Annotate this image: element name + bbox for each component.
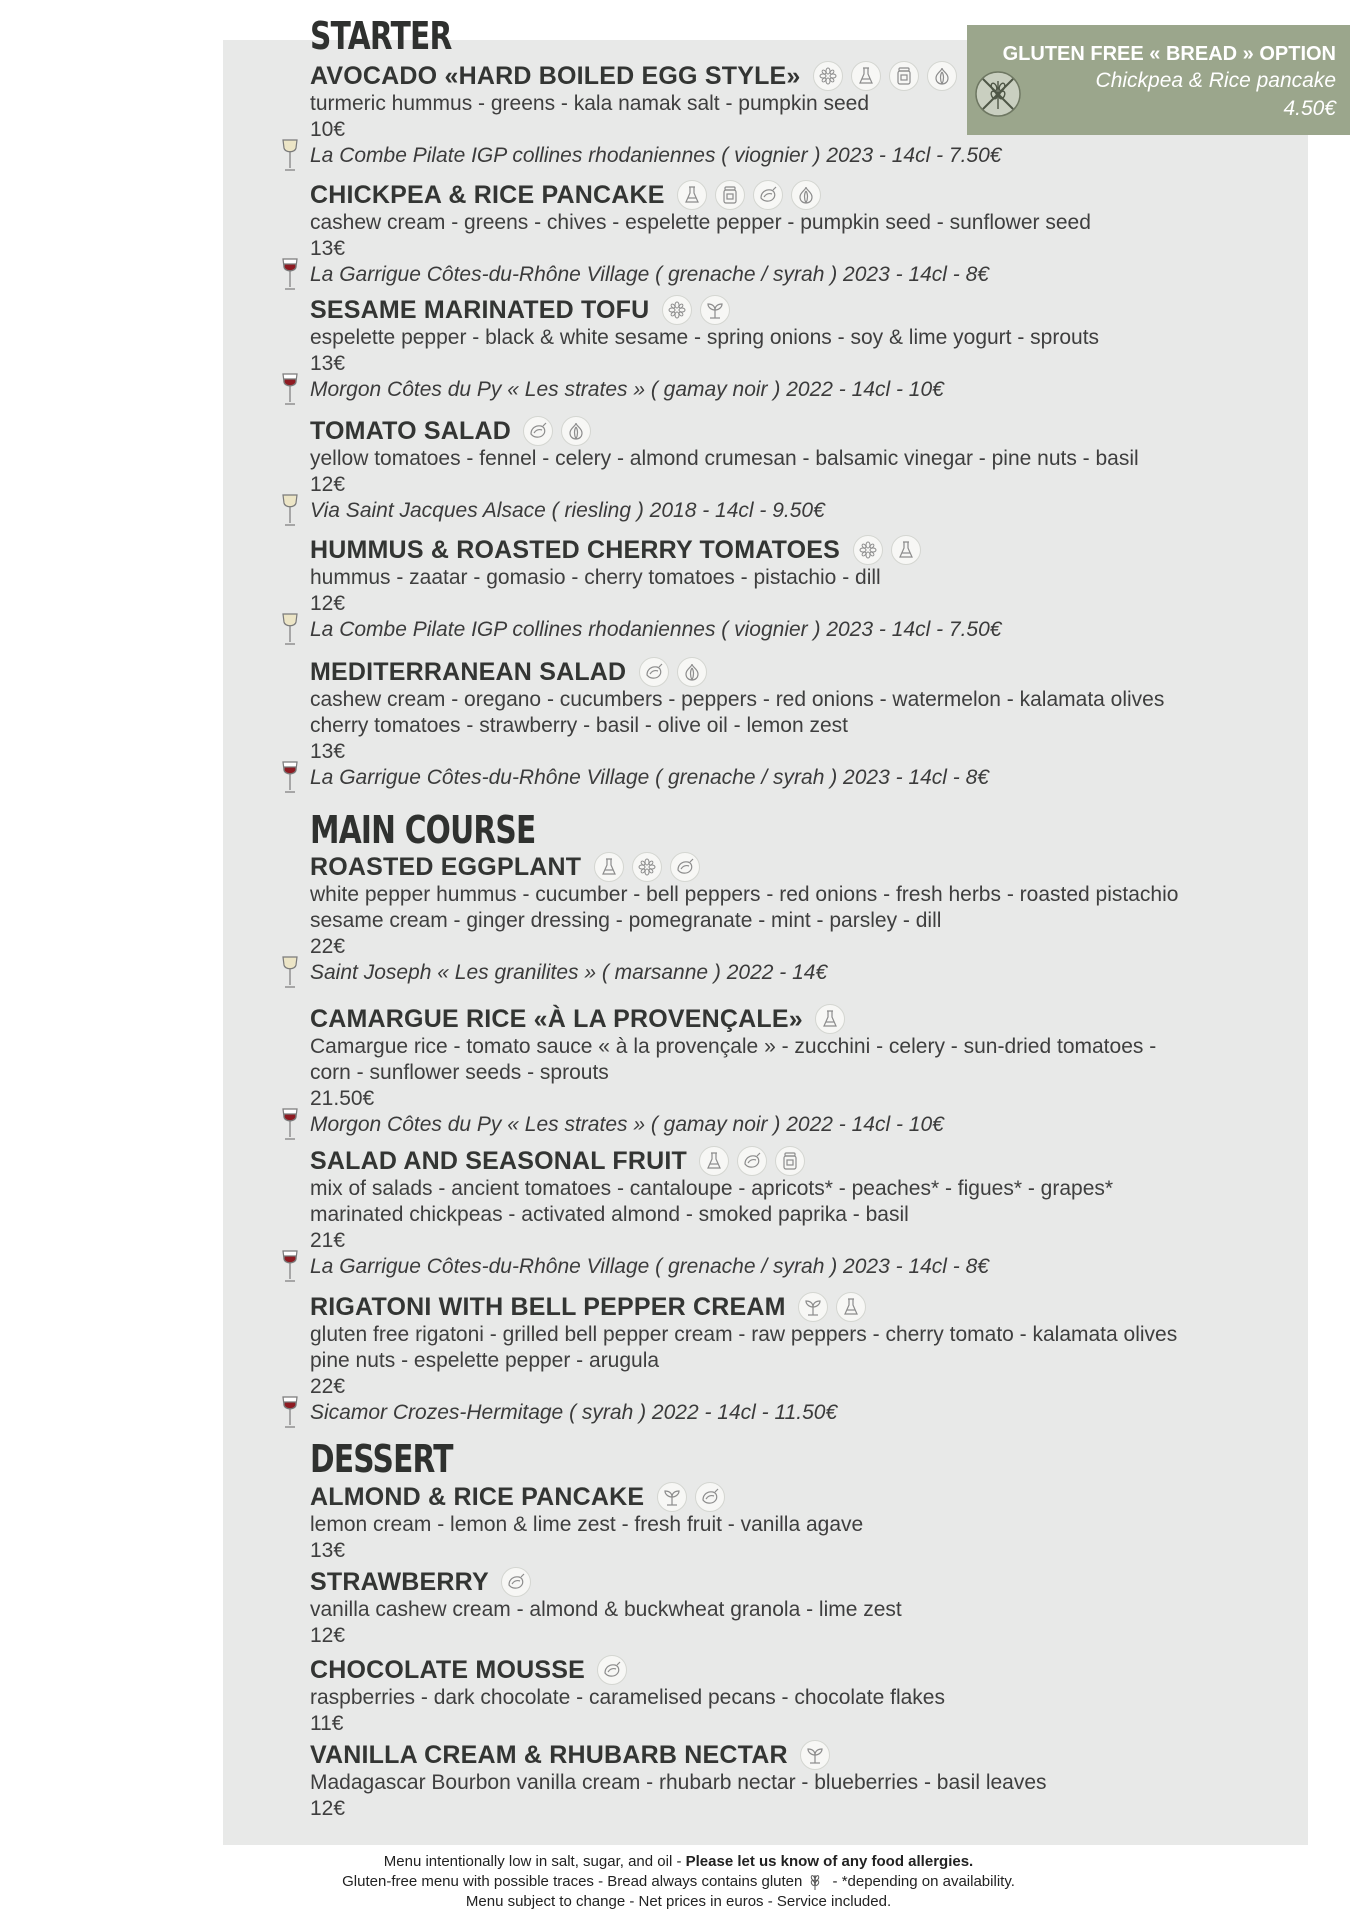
menu-item [310, 535, 1270, 643]
gluten-free-subtitle: Chickpea & Rice pancake [1095, 69, 1336, 92]
menu-item [310, 1567, 1270, 1648]
dish-name: CAMARGUE RICE «À LA PROVENÇALE» [310, 1005, 803, 1033]
footer-line-3: Menu subject to change - Net prices in euros - Service included. [465, 1893, 892, 1910]
wine-pairing: Morgon Côtes du Py « Les strates » ( gamay noir ) 2022 - 14cl - 10€ [310, 376, 1270, 403]
nut-icon [670, 852, 700, 882]
section-title-starter: STARTER [310, 14, 452, 58]
dish-description: vanilla cashew cream - almond & buckwheat granola - lime zest [310, 1598, 902, 1621]
wine-pairing: La Garrigue Côtes-du-Rhône Village ( grenache / syrah ) 2023 - 14cl - 8€ [310, 261, 1270, 288]
flask-icon [891, 535, 921, 565]
dish-description: yellow tomatoes - fennel - celery - almond crumesan - balsamic vinegar - pine nuts - basil [310, 447, 1139, 470]
dish-name: SESAME MARINATED TOFU [310, 296, 650, 324]
dish-price: 12€ [310, 1797, 346, 1820]
dish-price: 13€ [310, 352, 346, 375]
dish-price: 12€ [310, 473, 346, 496]
wine-pairing: La Garrigue Côtes-du-Rhône Village ( grenache / syrah ) 2023 - 14cl - 8€ [310, 1253, 1270, 1280]
flask-icon [836, 1292, 866, 1322]
dish-name: TOMATO SALAD [310, 417, 512, 445]
jar-icon [889, 61, 919, 91]
dish-description-line2: marinated chickpeas - activated almond - smoked paprika - basil [310, 1203, 909, 1226]
nut-icon [597, 1655, 627, 1685]
dish-description: Madagascar Bourbon vanilla cream - rhubarb nectar - blueberries - basil leaves [310, 1771, 1047, 1794]
wine-pairing: Morgon Côtes du Py « Les strates » ( gamay noir ) 2022 - 14cl - 10€ [310, 1111, 1270, 1138]
sprout-icon [798, 1292, 828, 1322]
red-wine-glass-icon [280, 1107, 300, 1143]
garlic-icon [791, 180, 821, 210]
menu-item [310, 416, 1270, 524]
nut-icon [753, 180, 783, 210]
dish-description: gluten free rigatoni - grilled bell pepper cream - raw peppers - cherry tomato - kalamata olives [310, 1323, 1178, 1346]
dish-description: white pepper hummus - cucumber - bell peppers - red onions - fresh herbs - roasted pistachio [310, 883, 1179, 906]
nut-icon [639, 657, 669, 687]
dish-price: 21€ [310, 1229, 346, 1252]
dish-name: VANILLA CREAM & RHUBARB NECTAR [310, 1741, 788, 1769]
white-wine-glass-icon [280, 138, 300, 174]
dish-price: 10€ [310, 118, 346, 141]
flask-icon [815, 1004, 845, 1034]
sesame-icon [632, 852, 662, 882]
dish-description-line2: corn - sunflower seeds - sprouts [310, 1061, 609, 1084]
dish-name: AVOCADO «HARD BOILED EGG STYLE» [310, 62, 801, 90]
menu-item [310, 1655, 1270, 1736]
jar-icon [715, 180, 745, 210]
red-wine-glass-icon [280, 760, 300, 796]
dish-description-line2: cherry tomatoes - strawberry - basil - olive oil - lemon zest [310, 714, 848, 737]
dish-price: 12€ [310, 592, 346, 615]
white-wine-glass-icon [280, 955, 300, 991]
sesame-icon [813, 61, 843, 91]
dish-description: turmeric hummus - greens - kala namak salt - pumpkin seed [310, 92, 870, 115]
red-wine-glass-icon [280, 1395, 300, 1431]
dish-description: mix of salads - ancient tomatoes - cantaloupe - apricots* - peaches* - figues* - grapes* [310, 1177, 1114, 1200]
nut-icon [501, 1567, 531, 1597]
menu-item [310, 1740, 1270, 1821]
dish-name: HUMMUS & ROASTED CHERRY TOMATOES [310, 536, 841, 564]
dish-name: ROASTED EGGPLANT [310, 853, 582, 881]
sesame-icon [662, 295, 692, 325]
flask-icon [699, 1146, 729, 1176]
garlic-icon [927, 61, 957, 91]
menu-item [310, 1004, 1270, 1138]
dish-name: MEDITERRANEAN SALAD [310, 658, 627, 686]
dish-description: Camargue rice - tomato sauce « à la provençale » - zucchini - celery - sun-dried tomatoes - [310, 1035, 1157, 1058]
flask-icon [851, 61, 881, 91]
dish-name: CHICKPEA & RICE PANCAKE [310, 181, 665, 209]
allergy-notice: Please let us know of any food allergies. [685, 1853, 974, 1870]
sprout-icon [800, 1740, 830, 1770]
dish-description: espelette pepper - black & white sesame - spring onions - soy & lime yogurt - sprouts [310, 326, 1100, 349]
section-title-dessert: DESSERT [310, 1437, 453, 1481]
gluten-free-price: 4.50€ [1283, 97, 1336, 120]
wine-pairing: Sicamor Crozes-Hermitage ( syrah ) 2022 - 14cl - 11.50€ [310, 1399, 1270, 1426]
dish-price: 13€ [310, 1539, 346, 1562]
garlic-icon [677, 657, 707, 687]
menu-item [310, 295, 1270, 403]
wine-pairing: La Combe Pilate IGP collines rhodaniennes ( viognier ) 2023 - 14cl - 7.50€ [310, 142, 1270, 169]
menu-item [310, 180, 1270, 288]
nut-icon [737, 1146, 767, 1176]
dish-description-line2: sesame cream - ginger dressing - pomegranate - mint - parsley - dill [310, 909, 942, 932]
footer-line-1: Menu intentionally low in salt, sugar, and oil - Please let us know of any food allergies. [383, 1853, 974, 1870]
menu-item [310, 61, 1270, 169]
red-wine-glass-icon [280, 1249, 300, 1285]
dish-price: 13€ [310, 237, 346, 260]
red-wine-glass-icon [280, 257, 300, 293]
dish-price: 12€ [310, 1624, 346, 1647]
flask-icon [594, 852, 624, 882]
white-wine-glass-icon [280, 612, 300, 648]
dish-description: cashew cream - greens - chives - espelette pepper - pumpkin seed - sunflower seed [310, 211, 1091, 234]
dish-price: 11€ [310, 1712, 344, 1735]
dish-name: SALAD AND SEASONAL FRUIT [310, 1147, 688, 1175]
wheat-icon [808, 1873, 822, 1891]
sprout-icon [700, 295, 730, 325]
wine-pairing: Saint Joseph « Les granilites » ( marsanne ) 2022 - 14€ [310, 959, 1270, 986]
garlic-icon [561, 416, 591, 446]
dish-name: ALMOND & RICE PANCAKE [310, 1483, 645, 1511]
sesame-icon [853, 535, 883, 565]
dish-description: cashew cream - oregano - cucumbers - peppers - red onions - watermelon - kalamata olives [310, 688, 1165, 711]
nut-icon [523, 416, 553, 446]
dish-price: 13€ [310, 740, 346, 763]
gluten-free-title: GLUTEN FREE « BREAD » OPTION [1002, 43, 1336, 65]
dish-description: hummus - zaatar - gomasio - cherry tomatoes - pistachio - dill [310, 566, 881, 589]
footer-line-2: Gluten-free menu with possible traces - Bread always contains gluten - *depending on availability. [342, 1873, 1015, 1890]
wine-pairing: La Combe Pilate IGP collines rhodaniennes ( viognier ) 2023 - 14cl - 7.50€ [310, 616, 1270, 643]
dish-price: 21.50€ [310, 1087, 375, 1110]
dish-price: 22€ [310, 935, 346, 958]
menu-item [310, 852, 1270, 986]
menu-item [310, 657, 1270, 791]
wine-pairing: Via Saint Jacques Alsace ( riesling ) 2018 - 14cl - 9.50€ [310, 497, 1270, 524]
dish-description: lemon cream - lemon & lime zest - fresh fruit - vanilla agave [310, 1513, 864, 1536]
dish-name: CHOCOLATE MOUSSE [310, 1656, 585, 1684]
white-wine-glass-icon [280, 493, 300, 529]
flask-icon [677, 180, 707, 210]
dish-price: 22€ [310, 1375, 346, 1398]
menu-item [310, 1292, 1270, 1426]
dish-description: raspberries - dark chocolate - caramelised pecans - chocolate flakes [310, 1686, 945, 1709]
wine-pairing: La Garrigue Côtes-du-Rhône Village ( grenache / syrah ) 2023 - 14cl - 8€ [310, 764, 1270, 791]
menu-item [310, 1482, 1270, 1563]
nut-icon [695, 1482, 725, 1512]
jar-icon [775, 1146, 805, 1176]
dish-description-line2: pine nuts - espelette pepper - arugula [310, 1349, 660, 1372]
dish-name: STRAWBERRY [310, 1568, 489, 1596]
dish-name: RIGATONI WITH BELL PEPPER CREAM [310, 1293, 786, 1321]
section-title-main-course: MAIN COURSE [310, 808, 536, 852]
sprout-icon [657, 1482, 687, 1512]
red-wine-glass-icon [280, 372, 300, 408]
menu-item [310, 1146, 1270, 1280]
